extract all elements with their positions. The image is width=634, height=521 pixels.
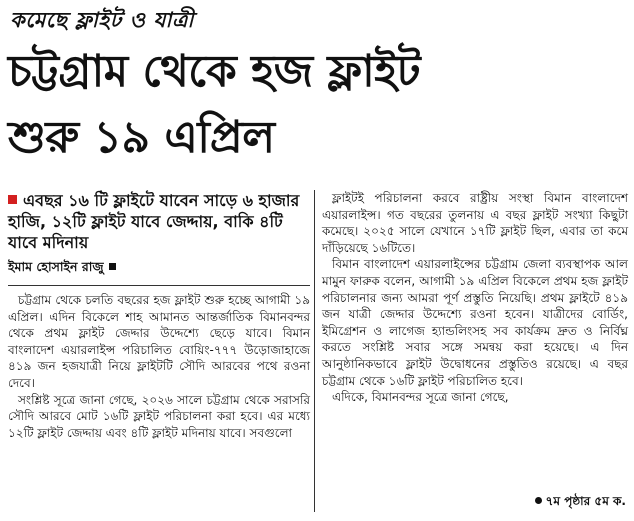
continued-on-page — [535, 493, 626, 513]
kicker: কমেছে ফ্লাইট ও যাত্রী — [10, 8, 194, 32]
right-paragraph-1: ফ্লাইটই পরিচালনা করবে রাষ্ট্রীয় সংস্থা বিমান বাংলাদেশ এয়ারলাইন্স। গত বছরের তুলনায় এ বছর ফ্লাইট সংখ্যা কিছুটা কমেছে। ২০২৫ সালে যেখানে ১৭টি ফ্লাইট ছিল, এবার তা কমে দাঁড়িয়েছে ১৬টিতে। — [322, 191, 628, 255]
byline-text: ইমাম হোসাইন রাজু — [8, 259, 104, 274]
right-paragraph-2: বিমান বাংলাদেশ এয়ারলাইন্সের চট্টগ্রাম জেলা ব্যবস্থাপক আল মামুন ফারুক বলেন, আগামী ১৯ এপ্রিল বিকেলে প্রথম হজ ফ্লাইট পরিচালনার জন্য আমরা পূর্ণ প্রস্তুতি নিয়েছি। প্রথম ফ্লাইটে ৪১৯ জন যাত্রী জেদ্দার উদ্দেশ্যে রওনা হবেন। যাত্রীদের বোর্ডিং, ইমিগ্রেশন ও লাগেজ হ্যান্ডলিংসহ সব কার্যক্রম দ্রুত ও নির্বিঘ্ন করতে সংশ্লিষ্ট সবার সঙ্গে সমন্বয় করা হয়েছে। এ দিন আনুষ্ঠানিকভাবে ফ্লাইট উদ্বোধনের প্রস্তুতিও রয়েছে। এ বছর চট্টগ্রাম থেকে ১৬টি ফ্লাইট পরিচালিত হবে। — [322, 257, 628, 388]
red-square-bullet-icon — [8, 195, 17, 204]
square-icon — [109, 263, 116, 270]
left-paragraph-2: সংশ্লিষ্ট সূত্রে জানা গেছে, ২০২৬ সালে চট্টগ্রাম থেকে সরাসরি সৌদি আরবে মোট ১৬টি ফ্লাইট পরিচালনা করা হবে। এর মধ্যে ১২টি ফ্লাইট জেদ্দায় এবং ৪টি ফ্লাইট মদিনায় যাবে। সবগুলো — [8, 392, 310, 440]
dot-icon — [535, 497, 542, 504]
deck-text: এবছর ১৬ টি ফ্লাইটে যাবেন সাড়ে ৬ হাজার হাজি, ১২টি ফ্লাইট যাবে জেদ্দায়, বাকি ৪টি যাবে মদিনায় — [8, 191, 300, 252]
continued-text: ৭ম পৃষ্ঠার ৫ম ক. — [545, 494, 626, 508]
right-column — [322, 190, 628, 406]
headline-line-2: শুরু ১৯ এপ্রিল — [8, 112, 275, 163]
headline-line-1: চট্টগ্রাম থেকে হজ ফ্লাইট — [8, 46, 421, 97]
column-divider — [314, 190, 315, 512]
right-paragraph-3: এদিকে, বিমানবন্দর সূত্রে জানা গেছে, — [332, 390, 509, 405]
byline-divider — [8, 285, 310, 286]
left-column — [8, 190, 310, 441]
deck — [8, 190, 310, 253]
byline — [8, 259, 310, 279]
left-paragraph-1: চট্টগ্রাম থেকে চলতি বছরের হজ ফ্লাইট শুরু হচ্ছে আগামী ১৯ এপ্রিল। এদিন বিকেলে শাহ আমানত আন্তর্জাতিক বিমানবন্দর থেকে প্রথম ফ্লাইট জেদ্দার উদ্দেশ্যে ছেড়ে যাবে। বিমান বাংলাদেশ এয়ারলাইন্স পরিচালিত বোয়িং-৭৭৭ উড়োজাহাজে ৪১৯ জন হজযাত্রী নিয়ে ফ্লাইটটি সৌদি আরবের পথে রওনা দেবে। — [8, 293, 310, 390]
